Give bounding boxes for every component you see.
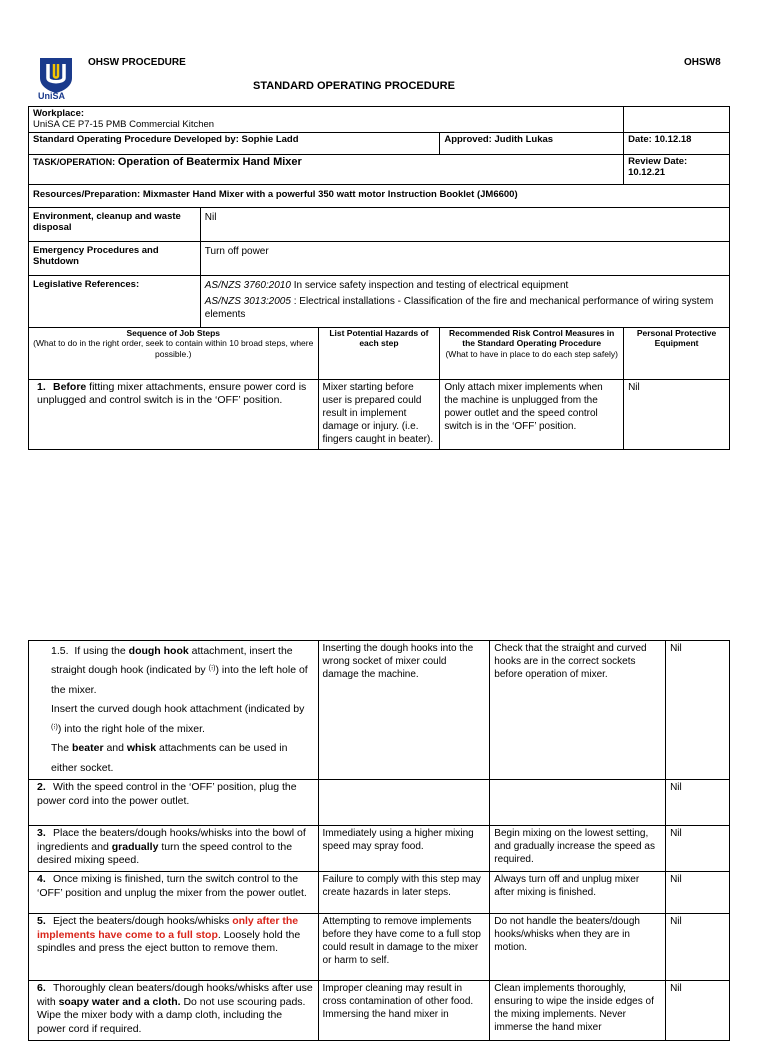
step-3-control: Begin mixing on the lowest setting, and gradually increase the speed as required. [490, 825, 666, 871]
legislative-ref-2: AS/NZS 3013:2005 : Electrical installations - Classification of the fire and mechanical performance of wiring system elements [204, 295, 714, 320]
step-4-control: Always turn off and unplug mixer after mixing is finished. [490, 871, 666, 913]
task-value: Operation of Beatermix Hand Mixer [117, 155, 302, 168]
blank-cell [624, 107, 730, 133]
resources-cell: Resources/Preparation: Mixmaster Hand Mixer with a powerful 350 watt motor Instruction Booklet (JM6600) [29, 184, 730, 207]
approved-by: Approved: Judith Lukas [440, 132, 624, 154]
step-5-text: 5. Eject the beaters/dough hooks/whisks only after the implements have come to a full stop. Loosely hold the spindles and press the eject button to remove them. [29, 913, 319, 980]
column-header-ppe: Personal Protective Equipment [624, 327, 730, 379]
developed-by: Standard Operating Procedure Developed by: Sophie Ladd [29, 132, 440, 154]
legislative-label: Legislative References: [29, 275, 201, 327]
step-2-ppe: Nil [666, 779, 730, 825]
table-row [29, 871, 730, 913]
legislative-ref-1: AS/NZS 3760:2010 In service safety inspection and testing of electrical equipment [204, 279, 569, 291]
task-label: TASK/OPERATION: [33, 156, 116, 167]
step-1-5-hazard: Inserting the dough hooks into the wrong socket of mixer could damage the machine. [318, 641, 490, 780]
logo-text: UniSA [38, 91, 65, 101]
step-1-5-control: Check that the straight and curved hooks are in the correct sockets before operation of mixer. [490, 641, 666, 780]
procedure-info-table [28, 106, 730, 450]
environment-label: Environment, cleanup and waste disposal [29, 207, 201, 241]
step-2-control [490, 779, 666, 825]
step-1-text: 1. Before fitting mixer attachments, ensure power cord is unplugged and control switch is in the ‘OFF’ position. [29, 379, 319, 449]
step-1-5-ppe: Nil [666, 641, 730, 780]
table-row [29, 379, 730, 449]
sop-date: Date: 10.12.18 [624, 132, 730, 154]
step-2-text: 2. With the speed control in the ‘OFF’ position, plug the power cord into the power outlet. [29, 779, 319, 825]
table-row [29, 825, 730, 871]
procedure-steps-table [28, 640, 730, 1041]
page-title: STANDARD OPERATING PROCEDURE [253, 80, 455, 92]
table-row [29, 980, 730, 1040]
emergency-label: Emergency Procedures and Shutdown [29, 241, 201, 275]
step-5-hazard: Attempting to remove implements before they have come to a full stop could result in damage to the mixer or harm to self. [318, 913, 490, 980]
step-1-hazard: Mixer starting before user is prepared could result in implement damage or injury. (i.e. fingers caught in beater). [318, 379, 440, 449]
step-4-hazard: Failure to comply with this step may create hazards in later steps. [318, 871, 490, 913]
step-1-5-text: 1.5. If using the dough hook attachment, insert the straight dough hook (indicated by (⁝)) into the left hole of the mixer. Insert the curved dough hook attachment (indicated by (⁝)) into the right hole of the mixer. The beater and whisk attachments can be used in either socket. [29, 641, 319, 780]
task-cell [29, 154, 624, 184]
legislative-refs [200, 275, 729, 327]
step-6-hazard: Improper cleaning may result in cross contamination of other food. Immersing the hand mixer in [318, 980, 490, 1040]
column-header-hazards: List Potential Hazards of each step [318, 327, 440, 379]
document-header-left: OHSW PROCEDURE [88, 57, 186, 68]
emergency-value: Turn off power [200, 241, 729, 275]
workplace-label: Workplace: [33, 108, 85, 119]
step-2-hazard [318, 779, 490, 825]
step-4-text: 4. Once mixing is finished, turn the switch control to the ‘OFF’ position and unplug the mixer from the power outlet. [29, 871, 319, 913]
step-1-control: Only attach mixer implements when the machine is unplugged from the power outlet and the speed control switch is in the ‘OFF’ position. [440, 379, 624, 449]
step-3-hazard: Immediately using a higher mixing speed may spray food. [318, 825, 490, 871]
step-6-ppe: Nil [666, 980, 730, 1040]
step-6-control: Clean implements thoroughly, ensuring to wipe the inside edges of the mixing implements. Never immerse the hand mixer [490, 980, 666, 1040]
workplace-cell [29, 107, 624, 133]
step-5-ppe: Nil [666, 913, 730, 980]
column-header-steps: Sequence of Job Steps (What to do in the right order, seek to contain within 10 broad steps, where possible.) [29, 327, 319, 379]
step-3-ppe: Nil [666, 825, 730, 871]
step-6-text: 6. Thoroughly clean beaters/dough hooks/whisks after use with soapy water and a cloth. Do not use scouring pads. Wipe the mixer body with a damp cloth, including the power cord if required. [29, 980, 319, 1040]
step-1-ppe: Nil [624, 379, 730, 449]
review-date: Review Date: 10.12.21 [624, 154, 730, 184]
document-code: OHSW8 [684, 57, 721, 68]
step-3-text: 3. Place the beaters/dough hooks/whisks into the bowl of ingredients and gradually turn the speed control to the desired mixing speed. [29, 825, 319, 871]
step-4-ppe: Nil [666, 871, 730, 913]
table-row [29, 913, 730, 980]
table-row [29, 779, 730, 825]
environment-value: Nil [200, 207, 729, 241]
table-row [29, 641, 730, 780]
step-5-control: Do not handle the beaters/dough hooks/whisks when they are in motion. [490, 913, 666, 980]
column-header-controls: Recommended Risk Control Measures in the Standard Operating Procedure (What to have in place to do each step safely) [440, 327, 624, 379]
workplace-value: UniSA CE P7-15 PMB Commercial Kitchen [33, 119, 215, 131]
